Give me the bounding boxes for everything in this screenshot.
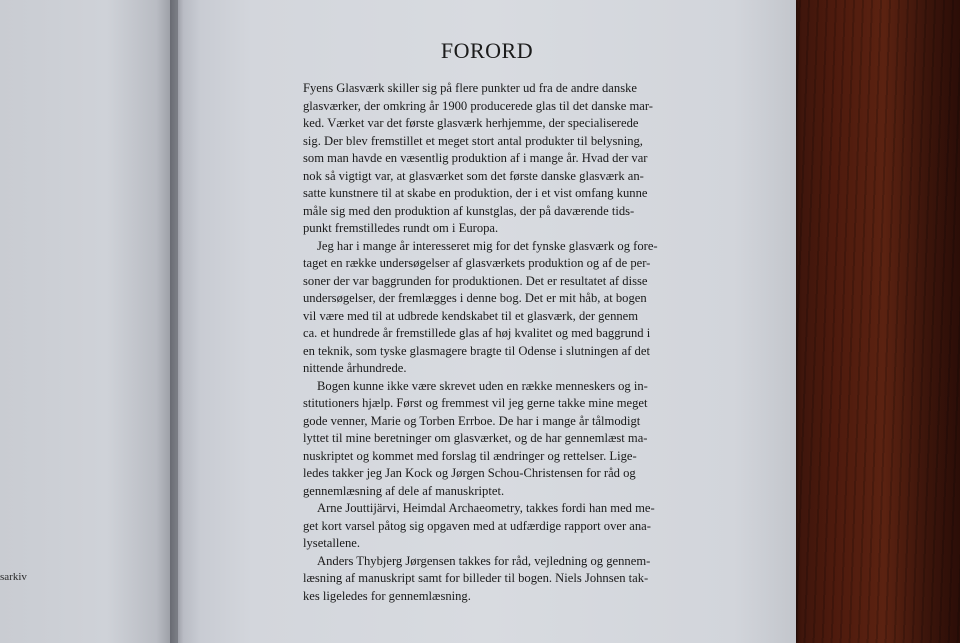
text-line: sig. Der blev fremstillet et meget stort antal produkter til belysning, bbox=[303, 133, 643, 148]
paragraph-4 bbox=[303, 500, 667, 553]
text-line: punkt fremstilledes rundt om i Europa. bbox=[303, 221, 499, 235]
text-line: en teknik, som tyske glasmagere bragte til Odense i slutningen af det bbox=[303, 343, 650, 358]
text-line: Bogen kunne ikke være skrevet uden en række menneskers og in- bbox=[317, 378, 648, 393]
paragraph-3 bbox=[303, 378, 667, 501]
right-page bbox=[178, 0, 796, 643]
text-line: gode venner, Marie og Torben Errboe. De har i mange år tålmodigt bbox=[303, 413, 641, 428]
paragraph-5 bbox=[303, 553, 667, 606]
text-line: vil være med til at udbrede kendskabet til et glasværk, der gennem bbox=[303, 308, 639, 323]
text-line: taget en række undersøgelser af glasværkets produktion og af de per- bbox=[303, 256, 651, 270]
text-line: gennemlæsning af dele af manuskriptet. bbox=[303, 483, 505, 498]
text-line: ked. Værket var det første glasværk herhjemme, der specialiserede bbox=[303, 116, 639, 130]
text-line: Jeg har i mange år interesseret mig for det fynske glasværk og fore- bbox=[317, 238, 658, 253]
text-line: lysetallene. bbox=[303, 536, 360, 550]
book-gutter-shadow bbox=[170, 0, 200, 643]
text-line: kes ligeledes for gennemlæsning. bbox=[303, 588, 471, 603]
text-line: Fyens Glasværk skiller sig på flere punkter ud fra de andre danske bbox=[303, 81, 637, 95]
text-line: soner der var baggrunden for produktionen. Det er resultatet af disse bbox=[303, 273, 648, 288]
text-line: Anders Thybjerg Jørgensen takkes for råd, vejledning og gennem- bbox=[317, 553, 651, 568]
text-line: som man havde en væsentlig produktion af i mange år. Hvad der var bbox=[303, 151, 648, 165]
text-line: stitutioners hjælp. Først og fremmest vil jeg gerne takke mine meget bbox=[303, 396, 648, 410]
left-page-footer-text: sarkiv bbox=[0, 571, 27, 583]
text-line: ledes takker jeg Jan Kock og Jørgen Schou-Christensen for råd og bbox=[303, 466, 636, 480]
text-line: ca. et hundrede år fremstillede glas af høj kvalitet og med baggrund i bbox=[303, 326, 651, 340]
foreword-body bbox=[303, 80, 667, 605]
text-line: måle sig med den produktion af kunstglas, der på daværende tids- bbox=[303, 203, 635, 218]
text-line: nittende århundrede. bbox=[303, 361, 407, 375]
text-line: Arne Jouttijärvi, Heimdal Archaeometry, takkes fordi han med me- bbox=[317, 501, 655, 515]
paragraph-1 bbox=[303, 80, 667, 238]
text-line: læsning af manuskript samt for billeder til bogen. Niels Johnsen tak- bbox=[303, 571, 649, 585]
text-line: lyttet til mine beretninger om glasværket, og de har gennemlæst ma- bbox=[303, 431, 648, 445]
text-line: get kort varsel påtog sig opgaven med at udfærdige rapport over ana- bbox=[303, 518, 651, 533]
page-heading: FORORD bbox=[440, 38, 534, 63]
text-line: glasværker, der omkring år 1900 producerede glas til det danske mar- bbox=[303, 98, 654, 113]
text-line: nok så vigtigt var, at glasværket som det første danske glasværk an- bbox=[303, 168, 644, 183]
text-line: satte kunstnere til at skabe en produktion, der i et vist omfang kunne bbox=[303, 186, 648, 200]
text-line: undersøgelser, der fremlægges i denne bog. Det er mit håb, at bogen bbox=[303, 291, 647, 305]
text-line: nuskriptet og kommet med forslag til ændringer og rettelser. Lige- bbox=[303, 448, 637, 463]
wooden-table bbox=[790, 0, 960, 643]
paragraph-2 bbox=[303, 238, 667, 378]
left-page bbox=[0, 0, 178, 643]
